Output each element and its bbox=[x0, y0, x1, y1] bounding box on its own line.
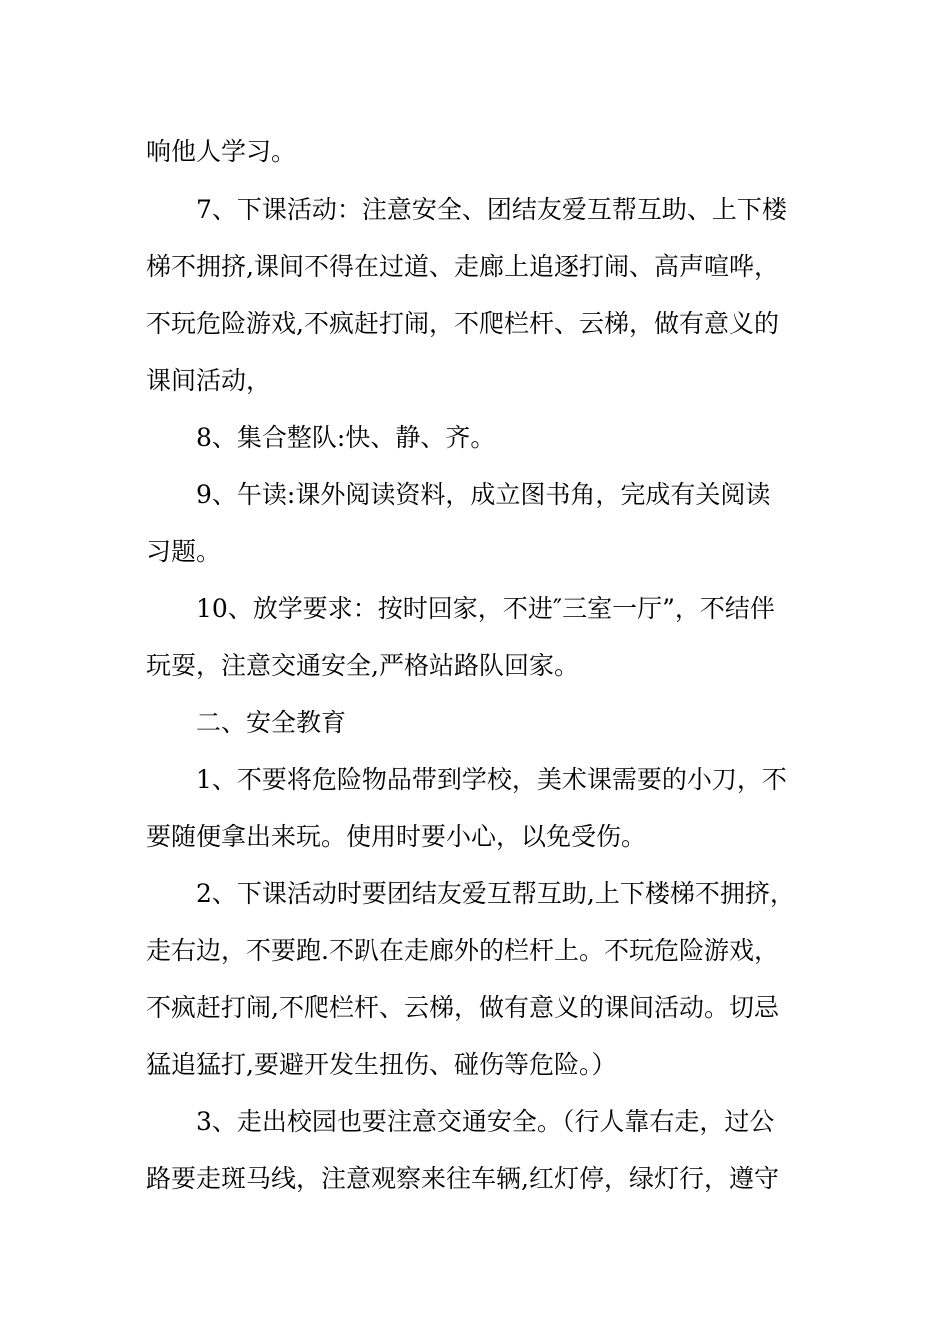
text-line: 响他人学习。 bbox=[146, 137, 297, 166]
text-line: 玩耍，注意交通安全,严格站路队回家。 bbox=[146, 651, 579, 680]
text-line: 3、走出校园也要注意交通安全。（行人靠右走，过公 bbox=[196, 1107, 775, 1136]
text-line: 要随便拿出来玩。使用时要小心，以免受伤。 bbox=[146, 822, 647, 851]
text-line: 不玩危险游戏,不疯赶打闹，不爬栏杆、云梯，做有意义的 bbox=[146, 309, 779, 338]
text-line: 2、下课活动时要团结友爱互帮互助,上下楼梯不拥挤， bbox=[196, 879, 795, 908]
text-line: 10、放学要求：按时回家，不进″三室一厅”，不结伴 bbox=[196, 594, 775, 623]
section-heading: 二、安全教育 bbox=[196, 708, 347, 737]
text-line: 课间活动， bbox=[146, 366, 272, 395]
text-line: 梯不拥挤,课间不得在过道、走廊上追逐打闹、高声喧哗， bbox=[146, 252, 779, 281]
text-line: 9、午读:课外阅读资料，成立图书角，完成有关阅读 bbox=[196, 480, 771, 509]
text-line: 7、下课活动：注意安全、团结友爱互帮互助、上下楼 bbox=[196, 195, 787, 224]
text-line: 猛追猛打,要避开发生扭伤、碰伤等危险。） bbox=[146, 1050, 617, 1079]
text-line: 不疯赶打闹,不爬栏杆、云梯，做有意义的课间活动。切忌 bbox=[146, 993, 779, 1022]
text-line: 走右边，不要跑.不趴在走廊外的栏杆上。不玩危险游戏， bbox=[146, 936, 779, 965]
text-line: 8、集合整队:快、静、齐。 bbox=[196, 423, 496, 452]
text-line: 习题。 bbox=[146, 537, 222, 566]
text-line: 路要走斑马线，注意观察来往车辆,红灯停，绿灯行，遵守 bbox=[146, 1164, 779, 1193]
text-line: 1、不要将危险物品带到学校，美术课需要的小刀，不 bbox=[196, 765, 787, 794]
